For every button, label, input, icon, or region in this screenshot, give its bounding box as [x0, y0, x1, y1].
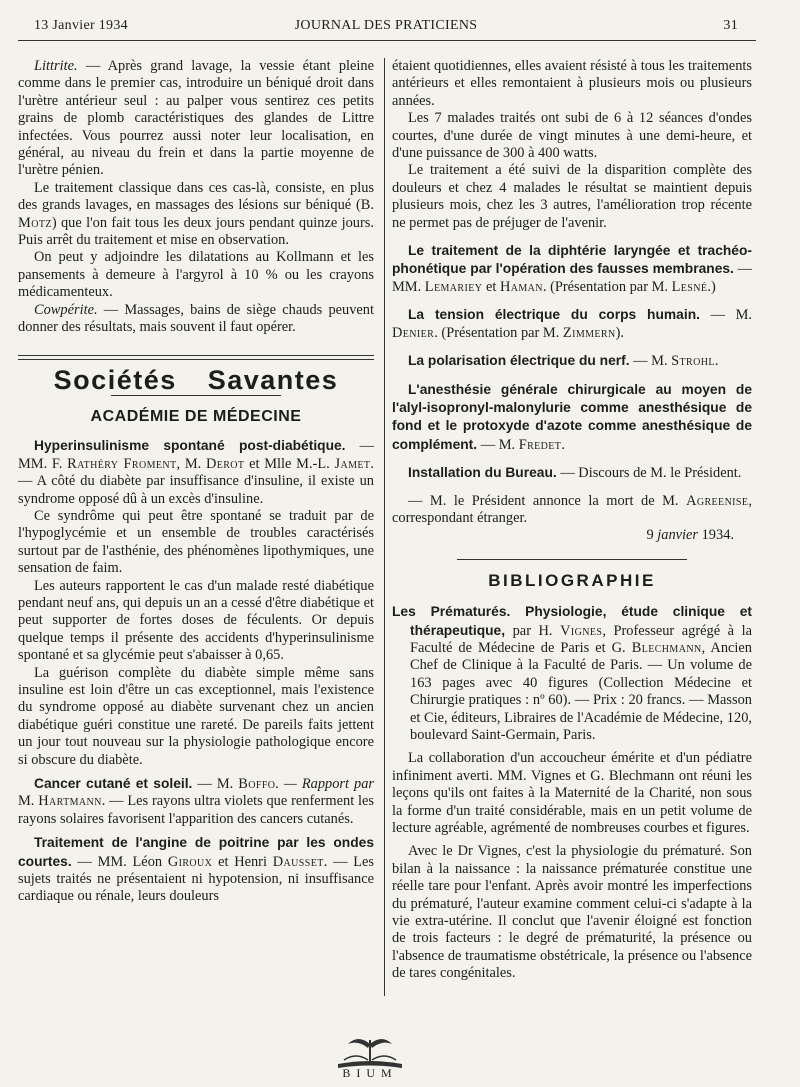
author-derot: Derot — [205, 455, 245, 472]
cancer-title: Cancer cutané et soleil. — [34, 776, 193, 792]
bibliographie-heading: BIBLIOGRAPHIE — [488, 570, 656, 590]
polarisation-paragraph — [392, 352, 752, 370]
president-text: — M. le Président annonce la mort de M. — [408, 492, 687, 509]
right-column — [392, 58, 752, 983]
author-motz: Motz — [18, 214, 52, 231]
academie-heading: ACADÉMIE DE MÉDECINE — [90, 407, 302, 425]
case-paragraph: Les auteurs rapportent le cas d'un malade resté diabétique pendant neuf ans, qui depuis un an a cessé d'être diabétique et peut supporter de fortes doses de féculents. Or depuis quelque temps il présente des accidents d'hyperinsulinisme spontané et sa glycémie peut s'abaisser à 0,65. — [18, 577, 374, 664]
installation-title: Installation du Bureau. — [408, 465, 557, 481]
section-double-rule — [18, 355, 374, 360]
journal-title: JOURNAL DES PRATICIENS — [294, 18, 478, 33]
hyper-authors-mid: , M. — [176, 455, 206, 472]
president-end: , correspondant étranger. — [392, 492, 752, 526]
author-blechmann: Blechmann — [631, 639, 702, 656]
page-number: 31 — [723, 18, 738, 33]
hyper-text: . — A côté du diabète par insuffisance d'insuline, il existe un syndrome opposé dû à un excès d'insuline. — [18, 455, 374, 507]
bium-logo-text: BIUM — [342, 1066, 398, 1080]
hyper-authors-mid2: et Mlle M.-L. — [244, 455, 335, 472]
littrite-text: — Après grand lavage, la vessie étant pleine comme dans le premier cas, introduire un béniqué droit dans l'urètre antérieur seul : au palper vous sentirez ces petits grains de plomb caractéristiques des glandes de Littre infectées. Vous pourrez aussi noter leur localisation, en général, au niveau du frein et dans la partie moyenne de l'urètre pénien. — [18, 58, 374, 179]
spacer — [392, 296, 752, 306]
anesth-end: . — [561, 436, 565, 453]
polarisation-title: La polarisation électrique du nerf. — [408, 353, 630, 369]
review-paragraph-2: Avec le Dr Vignes, c'est la physiologie du prématuré. Son bilan à la naissance : la naissance prématurée constitue une réelle tare pour l'enfant. Après avoir montré les imperfections du prématuré, l'auteur examine comment celui-ci s'adapte à la vie extra-utérine. Il conclut que l'avenir éloigné est fonction de trois facteurs : le degré de prématurité, la présence ou l'absence de traumatisme obstétricale, la présence ou l'absence de tares congénitales. — [392, 843, 752, 982]
tension-paragraph — [392, 306, 752, 342]
angine-continuation: étaient quotidiennes, elles avaient résisté à tous les traitements antérieurs et elles remontaient à plusieurs mois ou plusieurs années. — [392, 58, 752, 109]
header-rule — [18, 40, 756, 41]
spacer — [392, 342, 752, 352]
date-month: janvier — [657, 527, 699, 544]
cowperite-paragraph — [18, 302, 374, 337]
installation-paragraph — [392, 464, 752, 482]
book-entry — [392, 603, 752, 744]
hyper-authors-pre: — MM. F. — [18, 438, 374, 472]
spacer — [392, 483, 752, 493]
anesthesie-paragraph — [392, 381, 752, 455]
page-header — [34, 18, 738, 38]
cowperite-text: — Massages, bains de siège chauds peuvent donner des résultats, mais souvent il faut opérer. — [18, 301, 374, 336]
author-boffo: Boffo — [238, 776, 276, 793]
spacer — [392, 232, 752, 242]
spacer — [392, 371, 752, 381]
kollmann-paragraph: On peut y adjoindre les dilatations au Kollmann et les pansements à demeure à l'argyrol à 10 % ou les crayons médicamenteux. — [18, 249, 374, 301]
treatment-text-b: ) que l'on fait tous les deux jours pendant quinze jours. Puis arrêt du traitement et mise en observation. — [18, 214, 374, 249]
bibliographie-rule — [457, 559, 687, 560]
societes-savantes-heading: Sociétés Savantes — [53, 364, 339, 395]
author-jamet: Jamet — [334, 455, 371, 472]
diphterie-paragraph — [392, 242, 752, 296]
author-lemariey: Lemariey — [424, 278, 483, 295]
diph-end: .) — [707, 278, 716, 295]
angine-text: . — Les sujets traités ne présentaient ni hypotension, ni insuffisance cardiaque ou rénale, leurs douleurs — [18, 853, 374, 905]
polar-pre: — M. — [629, 353, 672, 370]
hyperinsulinisme-paragraph — [18, 437, 374, 508]
tension-pre: — M. — [699, 307, 752, 324]
resultat-paragraph: Le traitement a été suivi de la disparition complète des douleurs et chez 4 malades le résultat se maintient depuis plusieurs mois, chez les 3 autres, l'amélioration trop récente ne permet pas de préjuger de l'avenir. — [392, 162, 752, 231]
president-paragraph — [392, 493, 752, 528]
angine-paragraph — [18, 834, 374, 906]
date-day: 9 — [646, 527, 658, 544]
date-year: 1934. — [698, 527, 734, 544]
diphterie-title: Le traitement de la diphtérie laryngée et trachéo-phonétique par l'opération des fausses membranes. — [392, 243, 752, 277]
spacer — [392, 454, 752, 464]
author-rathery-froment: Rathéry Froment — [67, 455, 177, 472]
author-lesne: Lesné — [671, 278, 708, 295]
littrite-paragraph — [18, 58, 374, 180]
treatment-paragraph — [18, 180, 374, 250]
issue-date: 13 Janvier 1934 — [34, 18, 128, 33]
diph-post: . (Présentation par M. — [542, 278, 672, 295]
session-date — [392, 527, 752, 544]
guerison-paragraph: La guérison complète du diabète simple même sans insuline est loin d'être un cas exceptionnel, mais l'existence du syndrome opposé au diabète survenant chez un ancien diabétique guéri constitue une rareté. De pareils faits jettent un jour tout nouveau sur la physiologie pathologique encore si obscure du diabète. — [18, 664, 374, 768]
syndrome-paragraph: Ce syndrôme qui peut être spontané se traduit par de l'hypoglycémie et un ensemble de troubles caractérisés surtout par de l'asthénie, des phénomènes lipothymiques, une sensation de faim. — [18, 507, 374, 577]
cancer-m: M. — [18, 793, 39, 810]
author-denier: Denier — [392, 324, 435, 341]
review-paragraph-1: La collaboration d'un accoucheur émérite et d'un pédiatre infiniment averti. MM. Vignes et G. Blechmann ont réuni les leçons qu'ils ont faites à la Maternité de la Charité, non sous la forme d'un traité considérable, mais en un petit volume de lecture agréable, agrémenté de nombreuses courbes et figures. — [392, 750, 752, 837]
author-zimmern: Zimmern — [562, 324, 616, 341]
treatment-text-a: Le traitement classique dans ces cas-là, consiste, en plus des grands lavages, en massages des lésions sur béniqué (B. — [18, 179, 374, 214]
angine-pre: — MM. Léon — [71, 853, 168, 870]
author-haman: Haman — [499, 278, 543, 295]
anesthesie-title: L'anesthésie générale chirurgicale au moyen de l'alyl-isopronyl-malonylurie comme anesthésique de fond et le protoxyde d'azote comme anesthésique de complément. — [392, 381, 752, 452]
left-column — [18, 58, 374, 906]
angine-mid: et Henri — [212, 853, 273, 870]
author-fredet: Fredet — [518, 436, 562, 453]
cowperite-term: Cowpérite. — [34, 301, 98, 318]
cancer-paragraph — [18, 775, 374, 828]
cancer-pre: — M. — [192, 776, 239, 793]
littrite-term: Littrite. — [34, 58, 78, 74]
rapport-label: . — Rapport par — [275, 776, 375, 793]
book-rest: , Ancien Chef de Clinique à la Faculté de Paris. — Un volume de 163 pages avec 40 figures (Collection Médecine et Chirurgie pratiques : nº 60). — Prix : 20 francs. — Masson et Cie, éditeurs, Libraires de l'Académie de Médecine, 120, boulevard Saint-Germain, Paris. — [410, 639, 752, 743]
angine-title: Traitement de l'angine de poitrine par les ondes courtes. — [18, 835, 374, 869]
book-title: Les Prématurés. Physiologie, étude clinique et thérapeutique, — [392, 604, 752, 638]
tension-post: . (Présentation par M. — [434, 324, 563, 341]
author-hartmann: Hartmann — [38, 793, 102, 810]
hyperinsulinisme-title: Hyperinsulinisme spontané post-diabétique. — [34, 438, 346, 454]
polar-end: . — [714, 353, 719, 370]
author-agreenise: Agreenise — [686, 492, 749, 509]
author-vignes: Vignes — [560, 622, 603, 639]
installation-text: — Discours de M. le Président. — [556, 465, 742, 482]
tension-title: La tension électrique du corps humain. — [408, 307, 700, 323]
cancer-text: . — Les rayons ultra violets que renferment les rayons solaires favorisent l'apparition des cancers cutanés. — [18, 793, 374, 827]
author-strohl: Strohl — [671, 353, 715, 370]
tension-end: ). — [615, 324, 625, 341]
diph-pre: — MM. — [392, 261, 752, 295]
anesth-pre: — M. — [477, 436, 519, 453]
author-giroux: Giroux — [167, 853, 213, 870]
book-mid: , Professeur agrégé à la Faculté de Médecine de Paris et G. — [410, 622, 752, 656]
diph-mid: et — [482, 278, 500, 295]
heading-rule — [111, 395, 281, 396]
malades-paragraph: Les 7 malades traités ont subi de 6 à 12 séances d'ondes courtes, d'une durée de vingt minutes à une demi-heure, et d'une puissance de 300 à 400 watts. — [392, 110, 752, 162]
author-dausset: Dausset — [272, 853, 324, 870]
book-by: par H. — [505, 622, 561, 639]
column-divider — [384, 58, 385, 996]
